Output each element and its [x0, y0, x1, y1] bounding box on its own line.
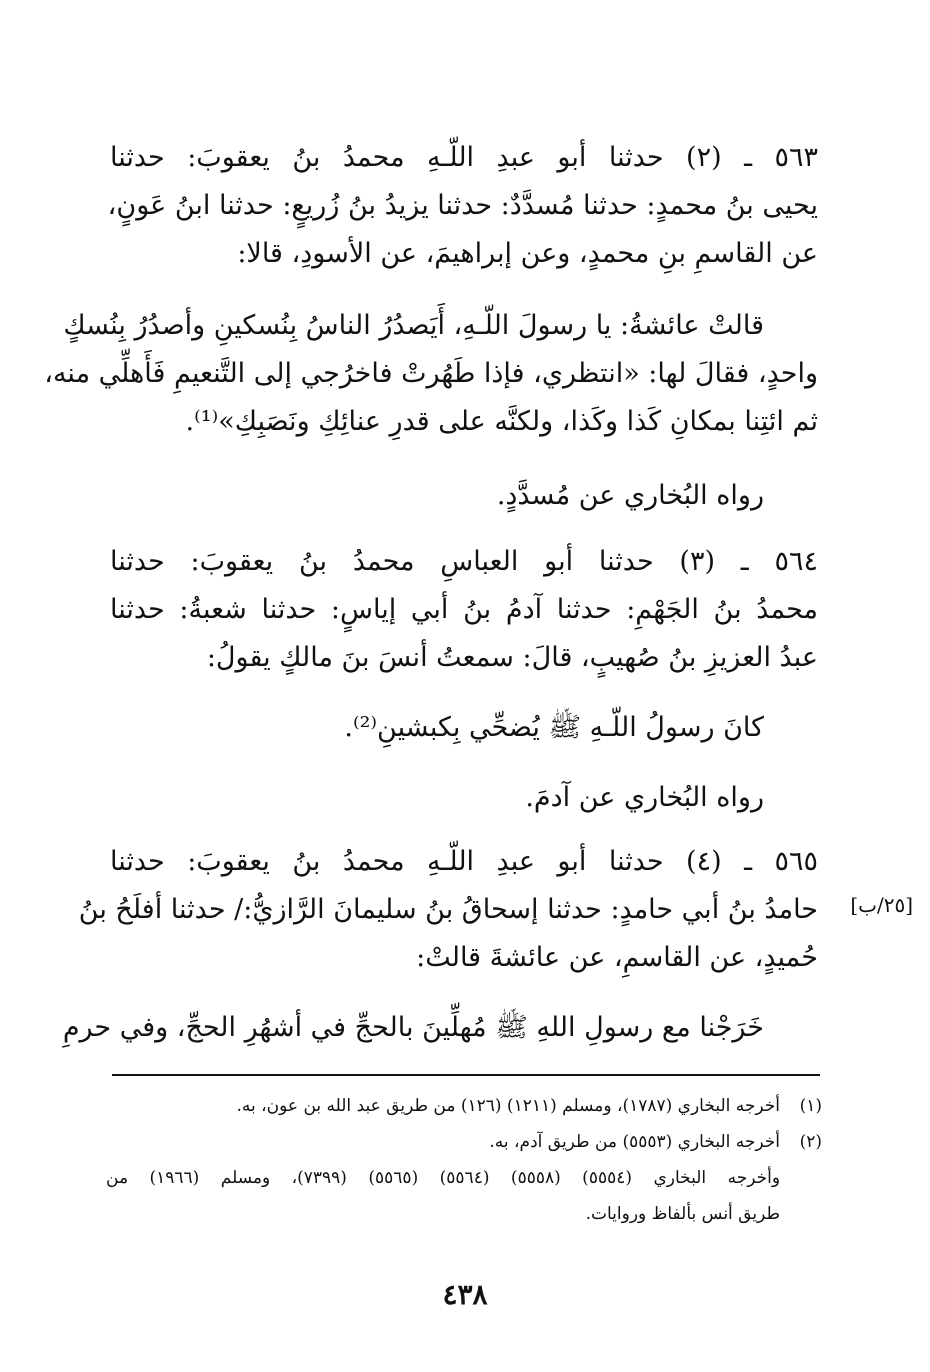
footnote-separator [112, 1074, 820, 1076]
manuscript-folio-marker: [٢٥/ب] [850, 893, 913, 917]
text-line: حُميدٍ، عن القاسمِ، عن عائشةَ قالتْ: [416, 942, 818, 973]
footnote-text: أخرجه البخاري (٥٥٥٣) من طريق آدم، به. [489, 1132, 780, 1152]
hadith-564-isnad [110, 538, 818, 682]
text-line: خَرَجْنا مع رسولِ اللهِ ﷺ مُهلِّينَ بالحجِّ في أشهُرِ الحجِّ، وفي حرمِ [62, 1012, 764, 1043]
text-line: حامدُ بنُ أبي حامدٍ: حدثنا إسحاقُ بنُ سليمانَ الرَّازيُّ:/ حدثنا أفلَحُ بنُ [78, 894, 818, 925]
footnote-1 [106, 1088, 822, 1124]
hadith-563-source [110, 472, 818, 520]
text-line: محمدُ بنُ الجَهْمِ: حدثنا آدمُ بنُ أبي إياسٍ: حدثنا شعبةُ: حدثنا [110, 594, 818, 625]
hadith-564-source [110, 774, 818, 822]
hadith-563-matn [44, 302, 818, 446]
hadith-563-isnad [107, 134, 819, 278]
hadith-565-matn [62, 1004, 818, 1052]
footnote-2 [106, 1124, 822, 1160]
footnote-number: (١) [799, 1096, 822, 1116]
text-line: رواه البُخاري عن آدمَ. [525, 782, 764, 813]
text-line: عبدُ العزيزِ بنُ صُهيبٍ، قالَ: سمعتُ أنسَ بنَ مالكٍ يقولُ: [206, 642, 818, 673]
text-line: كانَ رسولُ اللّـهِ ﷺ يُضحِّي بِكبشينِ⁽²⁾. [344, 712, 764, 743]
text-line: ٥٦٤ ـ (٣) حدثنا أبو العباسِ محمدُ بنُ يعقوبَ: حدثنا [110, 546, 818, 577]
text-line: رواه البُخاري عن مُسدَّدٍ. [496, 480, 764, 511]
text-line: ثم ائتِنا بمكانِ كَذا وكَذا، ولكنَّه على قدرِ عنائِكِ ونَصَبِكِ»⁽¹⁾. [185, 406, 818, 437]
text-line: ٥٦٣ ـ (٢) حدثنا أبو عبدِ اللّـهِ محمدُ بنُ يعقوبَ: حدثنا [110, 142, 819, 173]
footnote-number: (٢) [799, 1132, 822, 1152]
text-line: يحيى بنُ محمدٍ: حدثنا مُسدَّدٌ: حدثنا يزيدُ بنُ زُريعٍ: حدثنا ابنُ عَونٍ، [107, 190, 818, 221]
hadith-565-isnad [78, 838, 819, 982]
footnote-2-continuation: وأخرجه البخاري (٥٥٥٤) (٥٥٥٨) (٥٥٦٤) (٥٥٦٥) (٧٣٩٩)، ومسلم (١٩٦٦) من [106, 1168, 781, 1188]
text-line: عن القاسمِ بنِ محمدٍ، وعن إبراهيمَ، عن الأسودِ، قالا: [237, 238, 818, 269]
footnote-text: أخرجه البخاري (١٧٨٧)، ومسلم (١٢١١) (١٢٦) من طريق عبد الله بن عون، به. [236, 1096, 780, 1116]
footnotes [106, 1088, 822, 1232]
hadith-564-matn [110, 704, 818, 752]
page-number: ٤٣٨ [442, 1278, 488, 1311]
text-line: ٥٦٥ ـ (٤) حدثنا أبو عبدِ اللّـهِ محمدُ بنُ يعقوبَ: حدثنا [110, 846, 819, 877]
text-line: قالتْ عائشةُ: يا رسولَ اللّـهِ، أَيَصدُرُ الناسُ بِنُسكينِ وأصدُرُ بِنُسكٍ [63, 310, 764, 341]
footnote-2-continuation: طريق أنس بألفاظ وروايات. [585, 1204, 780, 1224]
text-line: واحدٍ، فقالَ لها: «انتظري، فإذا طَهُرتْ فاخرُجي إلى التَّنعيمِ فَأَهلِّي منه، [44, 358, 818, 389]
